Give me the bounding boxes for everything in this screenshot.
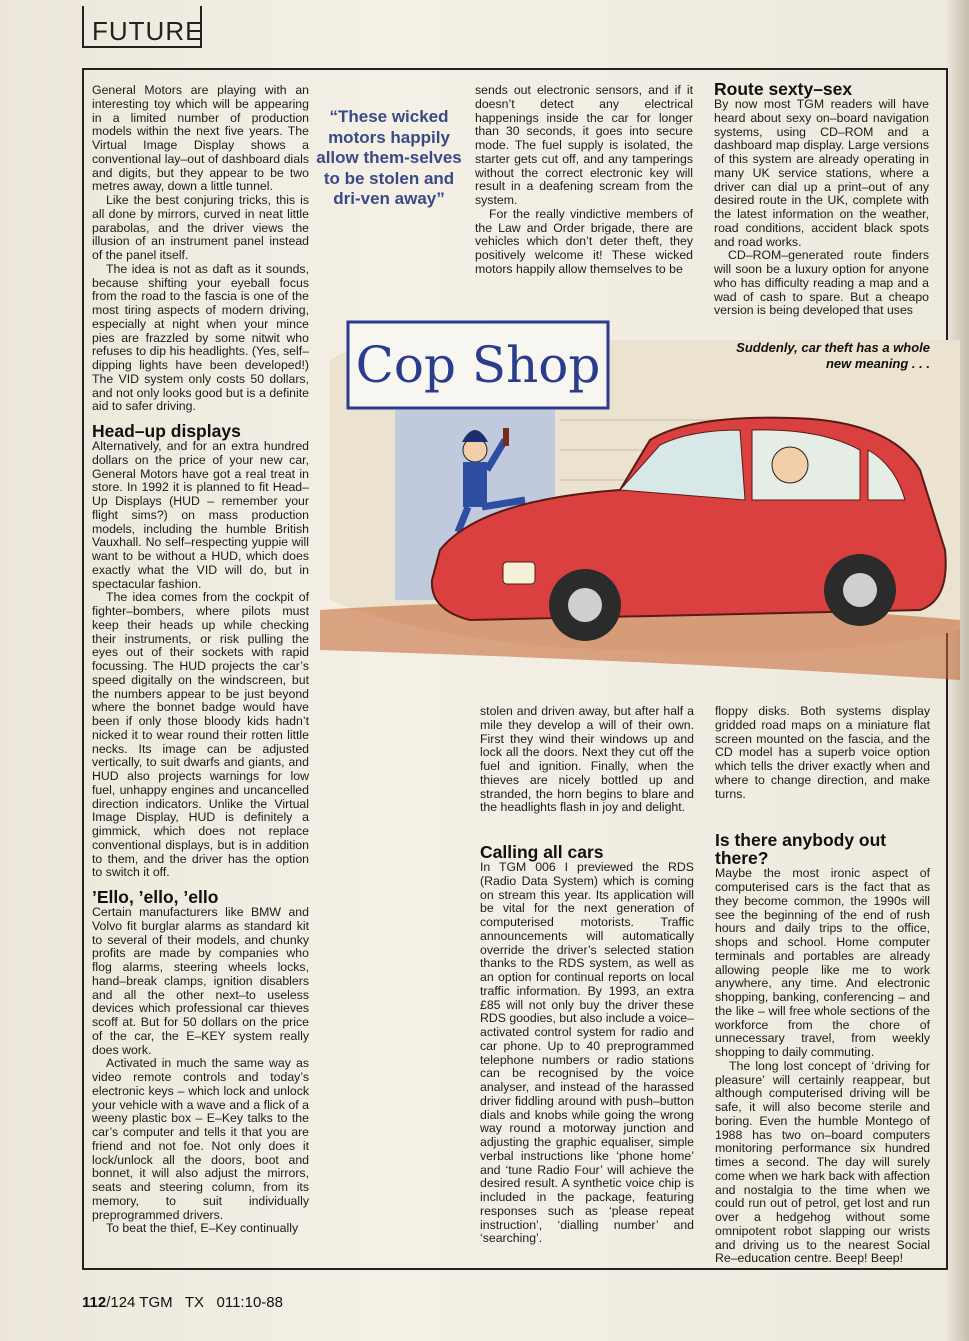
paragraph: Activated in much the same way as video remote controls and today’s electronic keys – which lock and unlock your vehicle with a wave and a flick of a weeny plastic box – E–Key talks to the car’s computer and tells it that you are friend and not foe. Not only does it lock/unlock all the doors, boot and bonnet, it will also adjust the mirrors, seats and steering column, from its memory, to suit individually preprogrammed drivers. xyxy=(92,1056,309,1222)
paragraph: By now most TGM readers will have heard about sexy on–board navigation systems, using CD–ROM and a dashboard map display. Large versions of this system are already operating in many UK service stations, where a driver can dial up a print–out of any desired route in the UK, complete with the latest information on the weather, road conditions, accident black spots and road works. xyxy=(714,97,929,249)
page-footer xyxy=(82,1294,283,1311)
paragraph: Certain manufacturers like BMW and Volvo fit burglar alarms as standard kit to several of their models, and chunky profits are made by companies who flog alarms, steering wheels locks, hand–break clamps, ignition disablers and all the other next–to useless devices which professional car thieves scoff at. But for 50 dollars on the price of the car, the E–KEY system really does work. xyxy=(92,905,309,1057)
paragraph: sends out electronic sensors, and if it doesn’t detect any electrical happenings inside the car for longer than 30 seconds, it goes into secure mode. The fuel supply is isolated, the starter gets cut off, and any tamperings without the correct electronic key will result in a deafening scream from the system. xyxy=(475,83,693,207)
cop-shop-sign xyxy=(348,322,608,408)
paragraph: To beat the thief, E–Key continually xyxy=(106,1221,299,1236)
paragraph: CD–ROM–generated route finders will soon be a luxury option for anyone who has difficulty reading a map and a wad of cash to spare. But a cheapo version is being developed that uses xyxy=(714,248,929,318)
column-2-bottom xyxy=(480,705,694,1246)
heading-head-up-displays: Head–up displays xyxy=(92,421,241,441)
section-label: FUTURE xyxy=(82,6,202,48)
sign-text: Cop Shop xyxy=(355,336,601,394)
column-2-top xyxy=(475,84,693,277)
column-3-top xyxy=(714,80,929,318)
paragraph: floppy disks. Both systems display gridded road maps on a miniature flat screen mounted on the fascia, and the CD model has a superb voice option which tells the driver exactly when and where to change direction, and make turns. xyxy=(715,704,930,801)
paragraph: The long lost concept of ‘driving for pleasure’ will certainly reappear, but although computerised driving will be safe, it will also become sterile and boring. Even the humble Montego of 1988 has two on–board computers monitoring performance six hundred times a second. The day will surely come when we hark back with affection and nostalgia to the time when we could run out of petrol, get lost and run over a hedgehog without some omnipotent robot slapping our wrists and driving us to the nearest Social Re–education centre. Beep! Beep! xyxy=(715,1058,930,1266)
heading-ello: ’Ello, ’ello, ’ello xyxy=(92,887,219,907)
paragraph: The idea comes from the cockpit of fighter–bombers, where pilots must keep their heads up while checking their instruments, or risk pulling the eyes out of their sockets with rapid focussing. The HUD projects the car’s speed digitally on the windscreen, but the numbers appear to be just beyond where the bonnet badge would have been if only those bloody kids hadn’t nicked it to wear round their rotten little necks. Its image can be adjusted vertically, to suit dwarfs and giants, and HUD also projects warnings for low fuel, unhappy engines and uncancelled direction indicators. Unlike the Virtual Image Display, HUD is definitely a gimmick, which does not replace conventional displays, but is in addition to them, and the driver has the option to switch it off. xyxy=(92,590,309,880)
paragraph: Maybe the most ironic aspect of computerised cars is the fact that as they become common, the 1990s will see the beginning of the end of rush hours and daily trips to the office, shops and school. Home computer terminals and portables are already allowing people like me to work anywhere, any time. And electronic shopping, banking, conferencing – and the like – will free whole sections of the workforce from the chore of unnecessary travel, from weekly shopping to daily commuting. xyxy=(715,866,930,1059)
paragraph: stolen and driven away, but after half a mile they develop a will of their own. First they wind their windows up and lock all the doors. Next they cut off the fuel and ignition. Finally, when the thieves are nicely bottled up and stranded, the horn begins to blare and the headlights flash in joy and delight. xyxy=(480,704,694,815)
car-headlight xyxy=(503,562,535,584)
paragraph: General Motors are playing with an interesting toy which will be appearing in a limited number of production models within the next five years. The Virtual Image Display shows a conventional lay–out of dashboard dials and digits, but they appear to be two metres away, down a little tunnel. xyxy=(92,83,309,194)
heading-calling-all-cars: Calling all cars xyxy=(480,842,604,862)
page-number: 112 xyxy=(82,1294,107,1311)
heading-is-there-anybody-out-there: Is there anybody out there? xyxy=(715,830,887,869)
heading-route-sexty-sex: Route sexty–sex xyxy=(714,79,853,99)
driver-figure xyxy=(772,447,808,483)
paragraph: For the really vindictive members of the Law and Order brigade, there are vehicles which don’t deter theft, they positively welcome it! These wicked motors happily allow themselves to be xyxy=(475,206,693,276)
paragraph: In TGM 006 I previewed the RDS (Radio Data System) which is coming on stream this year. Its application will be vital for the next generation of computerised motorists. Traffic announcements will automatically override the driver’s selected station thanks to the RDS system, as well as an option for continual reports on local traffic information. By 1993, an extra £85 will not only buy the driver these RDS goodies, but also include a voice–activated control system for radio and car phone. Up to 40 preprogrammed telephone numbers or radio stations can be recognised by the voice analyser, and instead of the harassed driver fiddling around with push–button dials and knobs while going the wrong way round a motorway junction and adjusting the graphic equaliser, simple verbal instructions like ‘phone home’ and ‘tune Radio Four’ will achieve the desired result. A synthetic voice chip is included in the package, featuring responses such as ‘please repeat instruction’, ‘dialling number’ and ‘searching’. xyxy=(480,860,694,1246)
illustration-caption: Suddenly, car theft has a whole new meaning . . . xyxy=(736,340,930,371)
paragraph: Alternatively, and for an extra hundred dollars on the price of your new car, General Motors have got a real treat in store. In 1992 it is planned to fit Head–Up Displays (HUD – remember your flight sims?) on mass production models, including the humble British Vauxhall. No self–respecting yuppie will want to be without a HUD, which does exactly what the VID will do, but in spectacular fashion. xyxy=(92,439,309,591)
column-1 xyxy=(92,84,309,1236)
footer-issue-info: /124 TGM TX 011:10-88 xyxy=(106,1294,283,1311)
paragraph: The idea is not as daft as it sounds, because shifting your eyeball focus from the road to the fascia is one of the most tiring aspects of modern driving, especially at night when your mince pies are frazzled by some nitwit who refuses to dip his headlights. (Yes, self–dipping lights have been developed!) The VID system only costs 50 dollars, and not only looks good but is a definite aid to safer driving. xyxy=(92,261,309,414)
paragraph: Like the best conjuring tricks, this is all done by mirrors, curved in neat little parabolas, and the driver views the illusion of an instrument panel instead of the panel itself. xyxy=(92,193,309,262)
column-3-bottom xyxy=(715,705,930,1266)
pull-quote: “These wicked motors happily allow them-selves to be stolen and dri-ven away” xyxy=(316,107,462,208)
